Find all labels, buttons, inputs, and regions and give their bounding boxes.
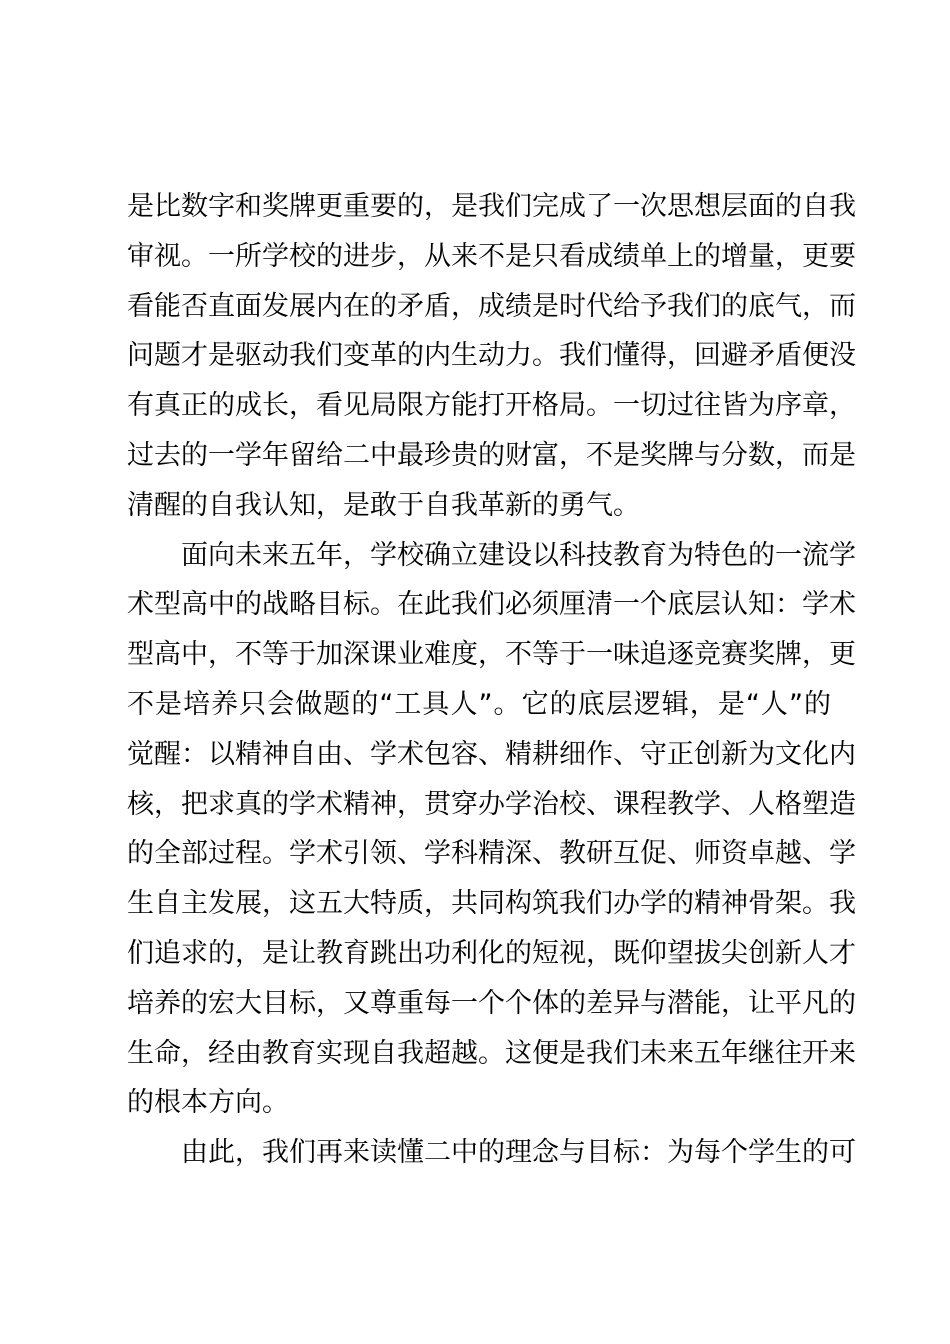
text-line: 清醒的自我认知，是敢于自我革新的勇气。 [127,489,640,521]
text-line: 的全部过程。学术引领、学科精深、教研互促、师资卓越、学 [127,838,856,870]
text-line: 术型高中的战略目标。在此我们必须厘清一个底层认知：学术 [127,589,856,621]
text-line: 生自主发展，这五大特质，共同构筑我们办学的精神骨架。我 [127,888,856,920]
text-line: 有真正的成长，看见局限方能打开格局。一切过往皆为序章， [127,390,856,422]
text-line: 的根本方向。 [127,1087,289,1119]
text-line: 面向未来五年，学校确立建设以科技教育为特色的一流学 [181,539,856,571]
text-line: 是比数字和奖牌更重要的，是我们完成了一次思想层面的自我 [127,191,856,222]
paragraph-3 [127,1128,856,1178]
text-line: 型高中，不等于加深课业难度，不等于一味追逐竞赛奖牌，更 [127,639,856,671]
paragraph-1 [127,182,856,531]
paragraph-2 [127,531,856,1129]
text-line: 生命，经由教育实现自我超越。这便是我们未来五年继往开来 [127,1037,856,1069]
text-line: 核，把求真的学术精神，贯穿办学治校、课程教学、人格塑造 [127,788,856,820]
text-line: 审视。一所学校的进步，从来不是只看成绩单上的增量，更要 [127,240,856,272]
text-line: 们追求的，是让教育跳出功利化的短视，既仰望拔尖创新人才 [127,937,856,969]
text-line: 由此，我们再来读懂二中的理念与目标：为每个学生的可 [181,1137,856,1169]
text-line: 问题才是驱动我们变革的内生动力。我们懂得，回避矛盾便没 [127,340,856,372]
text-line: 过去的一学年留给二中最珍贵的财富，不是奖牌与分数，而是 [127,439,856,471]
text-line: 看能否直面发展内在的矛盾，成绩是时代给予我们的底气，而 [127,290,856,322]
text-line: 培养的宏大目标，又尊重每一个个体的差异与潜能，让平凡的 [127,987,856,1019]
text-line: 不是培养只会做题的“工具人”。它的底层逻辑，是“人”的 [127,688,831,720]
text-line: 觉醒：以精神自由、学术包容、精耕细作、守正创新为文化内 [127,738,856,770]
body-text [127,182,856,1178]
